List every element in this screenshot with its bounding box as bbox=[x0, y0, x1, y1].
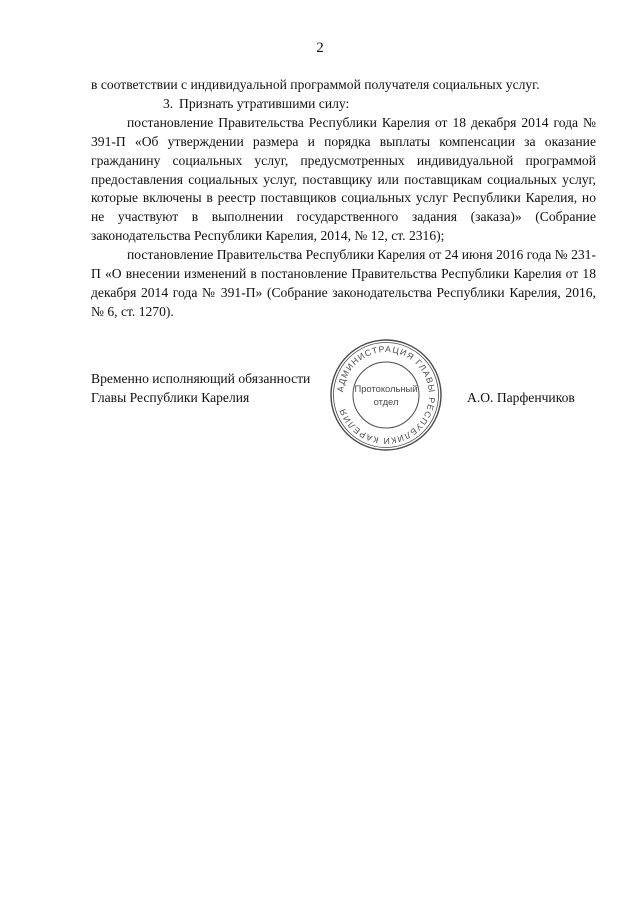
signatory-position-line1: Временно исполняющий обязанности bbox=[91, 371, 311, 386]
list-item-text: Признать утратившими силу: bbox=[179, 95, 350, 111]
list-item-3 bbox=[91, 95, 596, 114]
stamp-ring-text: АДМИНИСТРАЦИЯ ГЛАВЫ РЕСПУБЛИКИ КАРЕЛИЯ bbox=[335, 343, 438, 447]
paragraph-repealed-act-2: постановление Правительства Республики Карелия от 24 июня 2016 года № 231-П «О внесении изменений в постановление Правительства Республики Карелия от 18 декабря 2014 года № 391-П» (Собрание законодательства Республики Карелия, 2016, № 6, ст. 1270). bbox=[91, 247, 596, 319]
page-number: 2 bbox=[316, 40, 324, 56]
stamp-center-line1: Протокольный bbox=[354, 383, 418, 394]
signatory-position-line2: Главы Республики Карелия bbox=[91, 390, 250, 405]
document-body bbox=[91, 76, 596, 322]
official-seal-stamp bbox=[327, 336, 445, 454]
signatory-name: А.О. Парфенчиков bbox=[467, 390, 575, 405]
stamp-center-line2: отдел bbox=[373, 396, 399, 407]
stamp-rings bbox=[331, 340, 441, 450]
paragraph-continuation: в соответствии с индивидуальной программой получателя социальных услуг. bbox=[91, 77, 540, 92]
list-item-number: 3. bbox=[163, 95, 174, 111]
paragraph-repealed-act-1: постановление Правительства Республики Карелия от 18 декабря 2014 года № 391-П «Об утверждении размера и порядка выплаты компенсации за оказание гражданину социальных услуг, предусмотренных индивидуальной программой предоставления социальных услуг, поставщику или поставщикам социальных услуг, которые включены в реестр поставщиков социальных услуг Республики Карелия, но не участвуют в выполнении государственного задания (заказа)» (Собрание законодательства Республики Карелия, 2014, № 12, ст. 2316); bbox=[91, 114, 596, 244]
